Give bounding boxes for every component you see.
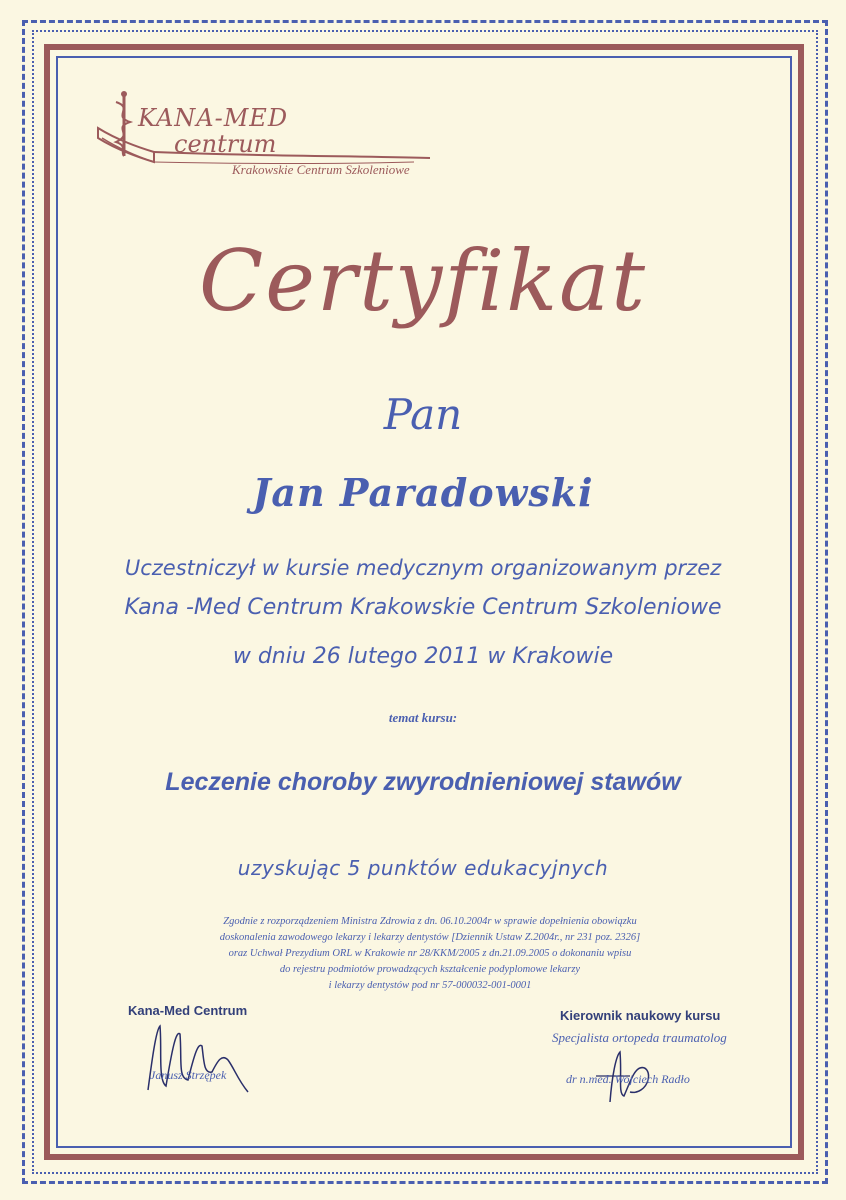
right-signatory-name: dr n.med. Wojciech Radło: [566, 1072, 690, 1086]
left-signature-scribble: [138, 1020, 258, 1100]
right-signature-title: Kierownik naukowy kursu: [560, 1008, 721, 1023]
topic-label: temat kursu:: [388, 710, 458, 725]
right-signatory-role: Specjalista ortopeda traumatolog: [552, 1030, 727, 1045]
logo-subtitle: centrum: [174, 130, 277, 158]
left-signature-title: Kana-Med Centrum: [128, 1003, 248, 1018]
legal-line: i lekarzy dentystów pod nr 57-000032-001-0001: [328, 980, 532, 991]
date-line: w dniu 26 lutego 2011 w Krakowie: [232, 644, 614, 669]
organizer-line: Kana -Med Centrum Krakowskie Centrum Szkoleniowe: [124, 595, 722, 620]
legal-line: Zgodnie z rozporządzeniem Ministra Zdrowia z dn. 06.10.2004r w sprawie dopełnienia obowiązku: [223, 916, 637, 927]
salutation: Pan: [383, 390, 463, 439]
legal-line: do rejestru podmiotów prowadzących kształcenie podyplomowe lekarzy: [279, 964, 581, 975]
certificate-title: Certyfikat: [198, 232, 648, 330]
recipient-name: Jan Paradowski: [252, 470, 594, 515]
kana-med-logo: [94, 86, 434, 186]
legal-line: oraz Uchwał Prezydium ORL w Krakowie nr 28/KKM/2005 z dn.21.09.2005 o dokonaniu wpisu: [228, 948, 632, 959]
legal-notice: [150, 914, 710, 994]
left-signatory-name: Janusz Strzępek: [150, 1068, 227, 1082]
logo-name: KANA-MED: [138, 104, 289, 132]
course-topic: Leczenie choroby zwyrodnieniowej stawów: [165, 768, 681, 796]
logo-tagline: Krakowskie Centrum Szkoleniowe: [232, 162, 410, 177]
participation-line: Uczestniczył w kursie medycznym organizowanym przez: [124, 556, 722, 580]
legal-line: doskonalenia zawodowego lekarzy i lekarzy dentystów [Dziennik Ustaw Z.2004r., nr 231 poz. 2326]: [219, 932, 641, 943]
education-points: uzyskując 5 punktów edukacyjnych: [237, 856, 609, 880]
